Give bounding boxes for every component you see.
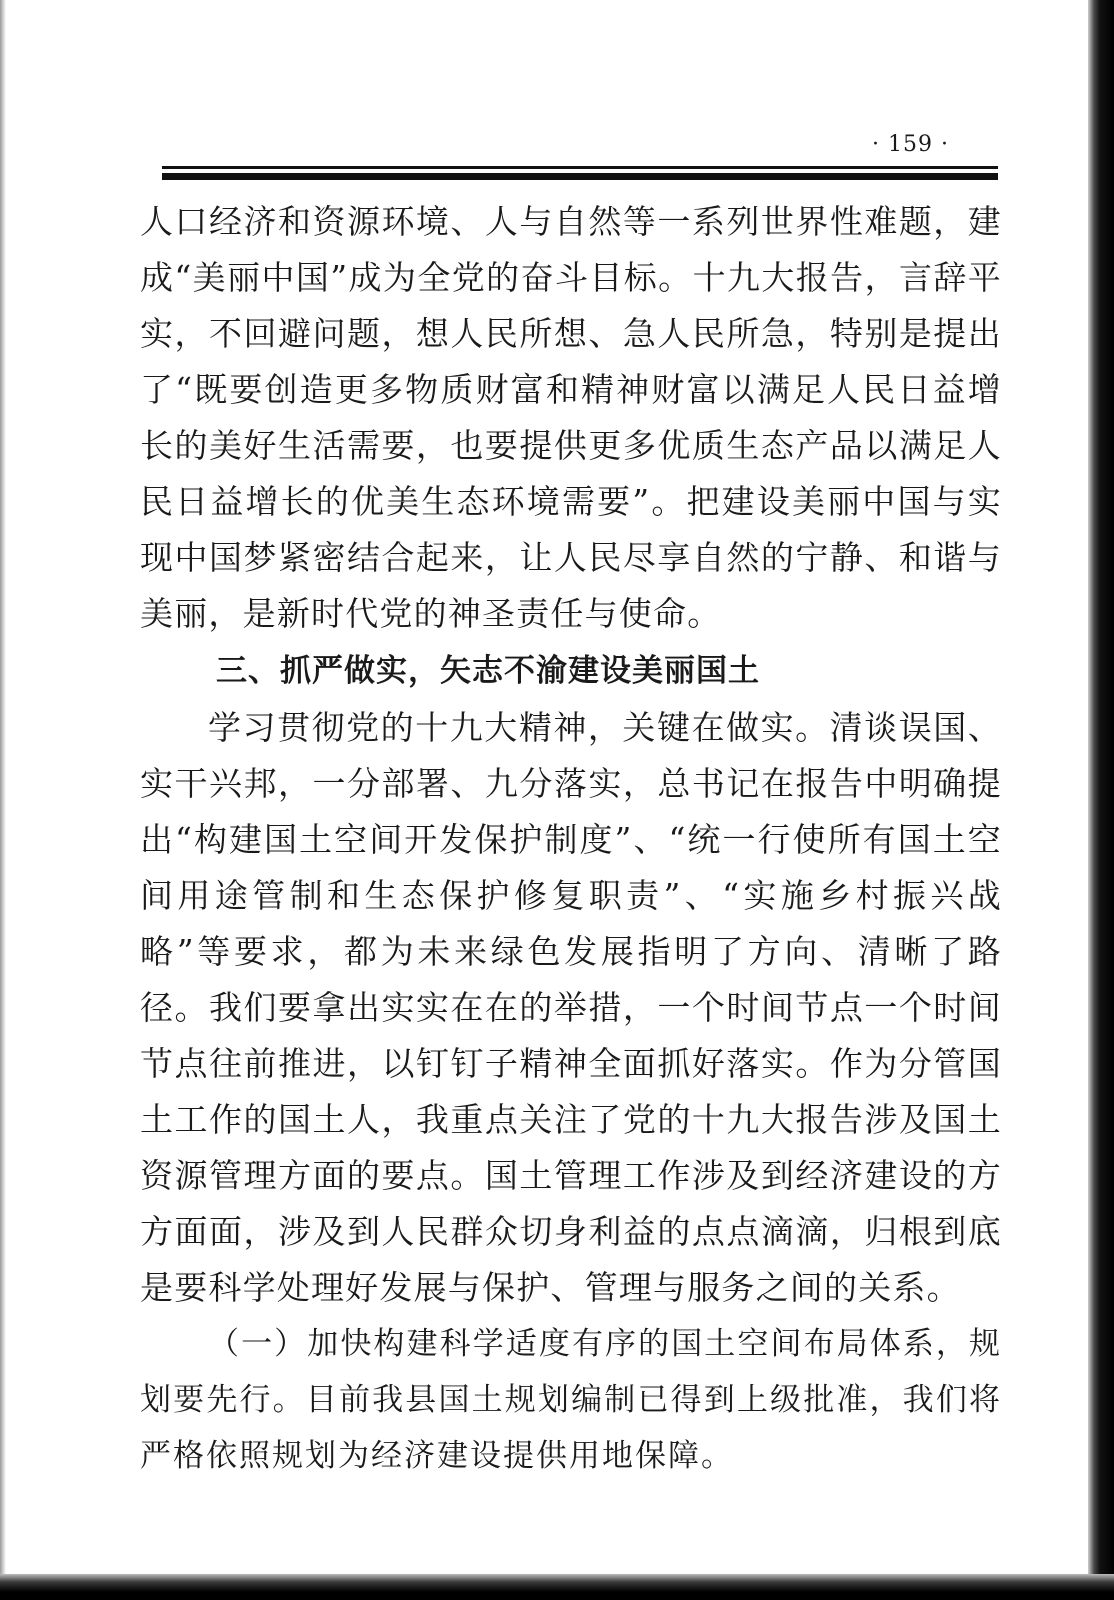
subsection-paragraph: （一）加快构建科学适度有序的国土空间布局体系，规划要先行。目前我县国土规划编制已得到上级批准，我们将严格依照规划为经济建设提供用地保障。 — [140, 1326, 1002, 1474]
header-rule-thin — [162, 166, 998, 169]
page-body — [140, 194, 1002, 1484]
section-heading: 三、抓严做实，矢志不渝建设美丽国土 — [216, 653, 760, 689]
scan-left-edge — [0, 0, 6, 1600]
page-number: · 159 · — [872, 132, 949, 157]
body-paragraph: 人口经济和资源环境、人与自然等一系列世界性难题，建成“美丽中国”成为全党的奋斗目标。十九大报告，言辞平实，不回避问题，想人民所想、急人民所急，特别是提出了“既要创造更多物质财富和精神财富以满足人民日益增长的美好生活需要，也要提供更多优质生态产品以满足人民日益增长的优美生态环境需要”。把建设美丽中国与实现中国梦紧密结合起来，让人民尽享自然的宁静、和谐与美丽，是新时代党的神圣责任与使命。 — [140, 202, 1002, 633]
scan-bottom-edge — [0, 1574, 1114, 1600]
body-paragraph: 学习贯彻党的十九大精神，关键在做实。清谈误国、实干兴邦，一分部署、九分落实，总书记在报告中明确提出“构建国土空间开发保护制度”、“统一行使所有国土空间用途管制和生态保护修复职责”、“实施乡村振兴战略”等要求，都为未来绿色发展指明了方向、清晰了路径。我们要拿出实实在在的举措，一个时间节点一个时间节点往前推进，以钉钉子精神全面抓好落实。作为分管国土工作的国土人，我重点关注了党的十九大报告涉及国土资源管理方面的要点。国土管理工作涉及到经济建设的方方面面，涉及到人民群众切身利益的点点滴滴，归根到底是要科学处理好发展与保护、管理与服务之间的关系。 — [140, 708, 1002, 1307]
header-rule-thick — [162, 173, 998, 180]
scan-right-edge — [1088, 0, 1114, 1600]
